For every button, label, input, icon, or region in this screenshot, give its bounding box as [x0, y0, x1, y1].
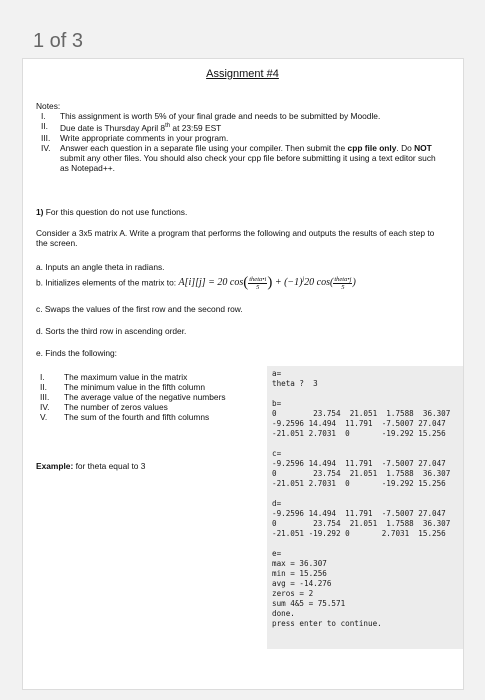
fraction [333, 276, 352, 291]
example-text: for theta equal to 3 [73, 461, 146, 471]
note-text-part: . Do [396, 142, 415, 153]
note-item [36, 121, 446, 133]
note-text-part: at 23:59 EST [170, 122, 222, 133]
task-item-c: c. Swaps the values of the first row and the second row. [36, 304, 243, 314]
note-text [60, 143, 446, 173]
document-title: Assignment #4 [206, 68, 279, 80]
task-item-d: d. Sorts the third row in ascending order. [36, 326, 187, 336]
denominator: 5 [341, 283, 345, 291]
find-number: IV. [40, 402, 50, 412]
task-item-a: a. Inputs an angle theta in radians. [36, 262, 165, 272]
numerator: theta•i [249, 275, 267, 283]
note-number: II. [41, 121, 48, 131]
note-text: This assignment is worth 5% of your final grade and needs to be submitted by Moodle. [60, 111, 381, 121]
find-item [36, 372, 266, 382]
note-text-part: Due date is Thursday April 8 [60, 122, 166, 133]
note-number: III. [41, 132, 51, 143]
note-text: Write appropriate comments in your program. [60, 132, 229, 143]
page-counter: 1 of 3 [33, 30, 84, 52]
note-item [36, 133, 446, 143]
question-description: Consider a 3x5 matrix A. Write a program that performs the following and outputs the results of each step to the screen. [36, 228, 435, 248]
task-item-b [36, 275, 356, 291]
task-text: b. Initializes elements of the matrix to: [36, 277, 179, 288]
find-list [36, 372, 266, 422]
find-number: I. [40, 372, 45, 382]
question-text: For this question do not use functions. [45, 207, 188, 217]
find-text: The minimum value in the fifth column [64, 382, 206, 392]
bold-text: cpp file only [347, 142, 397, 153]
denominator: 5 [256, 283, 260, 291]
find-item [36, 392, 266, 402]
formula-part: ) [352, 277, 356, 289]
exponent: j [302, 277, 305, 283]
formula-part: A[i][j] = 20 cos [178, 277, 244, 289]
note-text [60, 121, 446, 133]
find-item [36, 382, 266, 392]
bold-text: NOT [414, 142, 432, 153]
find-text: The average value of the negative numbers [64, 392, 226, 402]
find-text: The maximum value in the matrix [64, 372, 188, 382]
console-output: a= theta ? 3 b= 0 23.754 21.051 1.7588 36.307 -9.2596 14.494 11.791 -7.5007 27.047 -21.051 2.7031 0 -19.292 15.256 c= -9.2596 14.494 11.791 -7.5007 27.047 0 23.754 21.051 1.7588 36.307 -21.051 2.7031 0 -19.292 15.256 d= -9.2596 14.494 11.791 -7.5007 27.047 0 23.754 21.051 1.7588 36.307 -21.051 -19.292 0 2.7031 15.256 e= max = 36.307 min = 15.256 avg = -14.276 zeros = 2 sum 4&5 = 75.571 done. press enter to continue. [267, 366, 463, 649]
note-item [36, 143, 446, 173]
note-item [36, 111, 446, 121]
note-text-part: Answer each question in a separate file using your compiler. Then submit the [60, 142, 348, 153]
formula-part: 20 cos( [304, 277, 334, 289]
find-text: The sum of the fourth and fifth columns [64, 412, 210, 422]
example-label: Example: [36, 461, 74, 471]
numerator: theta•j [334, 275, 352, 283]
note-text-part: submit any other files. You should also check your cpp file before submitting it using a text editor such as Notepad++. [60, 152, 436, 173]
matrix-formula: A[i][j] = 20 cos( $\frac{\text{theta•i}}{5}$ ) + $(-1)^j20$ cos( $\frac{\text{theta•j}}{5}$ ) [178, 275, 356, 292]
question-number: 1) [36, 207, 44, 217]
example-caption [36, 461, 145, 471]
find-item [36, 402, 266, 412]
find-number: V. [40, 412, 48, 422]
note-number: I. [41, 111, 46, 121]
notes-list [36, 111, 446, 173]
task-item-e: e. Finds the following: [36, 348, 118, 358]
find-number: II. [40, 382, 47, 392]
find-item [36, 412, 266, 422]
find-number: III. [40, 392, 50, 402]
fraction [248, 276, 267, 291]
formula-part: + (−1) [272, 277, 303, 289]
superscript: th [165, 123, 171, 129]
find-text: The number of zeros values [64, 402, 168, 412]
note-number: IV. [41, 142, 51, 153]
question-heading [36, 207, 187, 217]
notes-label: Notes: [36, 101, 61, 111]
